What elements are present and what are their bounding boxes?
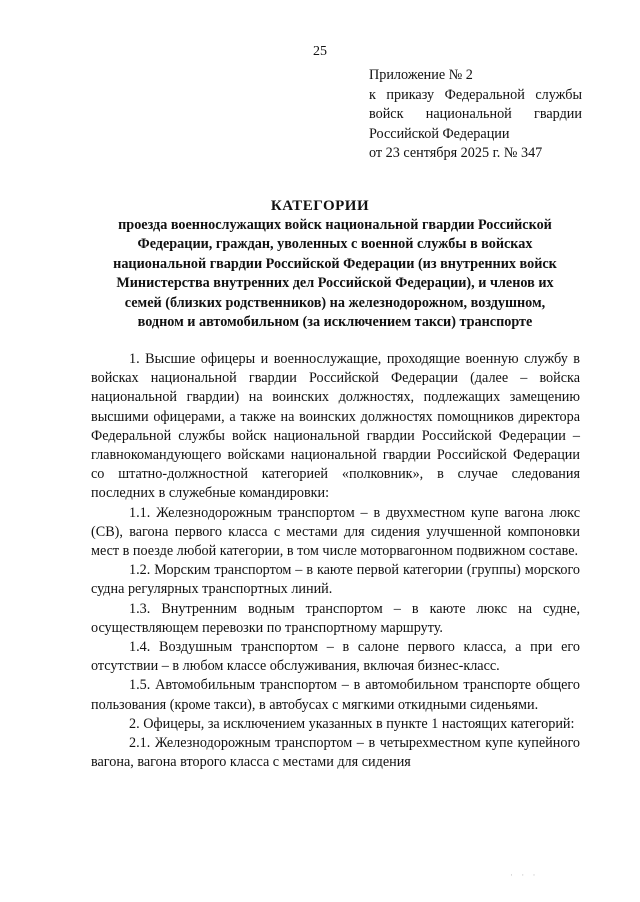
paragraph-2-1: 2.1. Железнодорожным транспортом – в четырехместном купе купейного вагона, вагона второго класса с местами для сидения [91, 735, 580, 771]
paragraph-1: 1. Высшие офицеры и военнослужащие, проходящие военную службу в войсках национальной гвардии Российской Федерации (далее – войска национальной гвардии) на воинских должностях, подлежащих замещению высшими офицерами, а также на воинских должностях помощников директора Федеральной службы войск национальной гвардии Российской Федерации – главнокомандующего войсками национальной гвардии Российской Федерации со штатно-должностной категорией «полковник», в случае следования последних в служебные командировки: [91, 351, 580, 502]
subtitle-line: Министерства внутренних дел Российской Федерации), и членов их [116, 275, 554, 292]
appendix-order-line: к приказу Федеральной службы [369, 86, 582, 103]
paragraph-1-4: 1.4. Воздушным транспортом – в салоне первого класса, а при его отсутствии – в любом классе обслуживания, включая бизнес-класс. [91, 639, 580, 675]
paragraph-2: 2. Офицеры, за исключением указанных в пункте 1 настоящих категорий: [129, 715, 575, 732]
paragraph-1-3: 1.3. Внутренним водным транспортом – в каюте люкс на судне, осуществляющем перевозки по транспортному маршруту. [91, 600, 580, 636]
document-subtitle [95, 216, 575, 332]
paragraph-1-5: 1.5. Автомобильным транспортом – в автомобильном транспорте общего пользования (кроме такси), в автобусах с мягкими откидными сиденьями. [91, 677, 580, 713]
document-body [91, 350, 580, 772]
appendix-service-line: войск национальной гвардии [369, 106, 582, 123]
page-number: 25 [313, 44, 327, 59]
appendix-date-line: от 23 сентября 2025 г. № 347 [369, 145, 543, 162]
paragraph-1-2: 1.2. Морским транспортом – в каюте первой категории (группы) морского судна регулярных транспортных линий. [91, 562, 580, 598]
paragraph-1-1: 1.1. Железнодорожным транспортом – в двухместном купе вагона люкс (СВ), вагона первого класса с местами для сидения улучшенной компоновки мест в поезде любой категории, в том числе моторвагонном подвижном составе. [91, 504, 580, 560]
document-title: КАТЕГОРИИ [270, 198, 370, 214]
appendix-number: Приложение № 2 [369, 67, 473, 83]
subtitle-line: национальной гвардии Российской Федерации (из внутренних войск [113, 255, 557, 272]
subtitle-line: проезда военнослужащих войск национальной гвардии Российской [118, 217, 552, 233]
appendix-country-line: Российской Федерации [369, 125, 510, 142]
subtitle-line: Федерации, граждан, уволенных с военной службы в войсках [137, 236, 533, 253]
subtitle-line: семей (близких родственников) на железнодорожном, воздушном, [124, 294, 546, 311]
appendix-header [369, 66, 582, 164]
subtitle-line: водном и автомобильном (за исключением такси) транспорте [137, 314, 533, 331]
scan-artifact: · · · [510, 870, 539, 880]
